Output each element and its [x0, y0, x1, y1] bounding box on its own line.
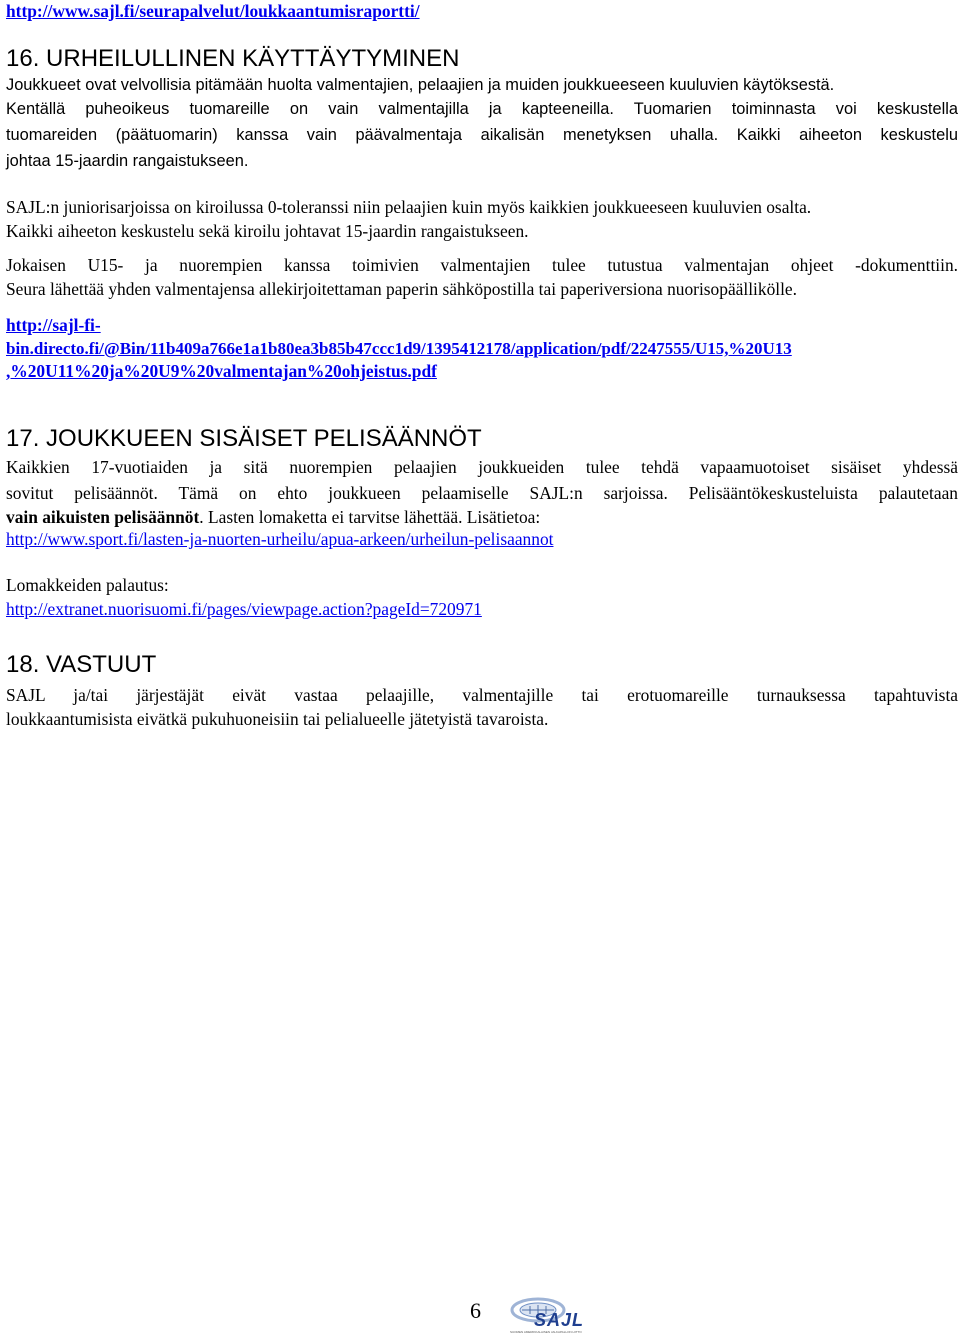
section-17-bold-text: vain aikuisten pelisäännöt: [6, 507, 200, 527]
section-16-heading: 16. URHEILULLINEN KÄYTTÄYTYMINEN: [6, 45, 460, 72]
coach-guide-link-line1[interactable]: http://sajl-fi-: [6, 315, 101, 335]
sajl-logo-text: SAJL: [534, 1310, 585, 1330]
section-16-p2-line1: SAJL:n juniorisarjoissa on kiroilussa 0-toleranssi niin pelaajien kuin myös kaikkien joukkueeseen kuuluvien osalta.: [6, 197, 812, 217]
section-18-line2: loukkaantumisista eivätkä pukuhuoneisiin tai pelialueelle jätetyistä tavaroista.: [6, 709, 549, 729]
top-link[interactable]: http://www.sajl.fi/seurapalvelut/loukkaantumisraportti/: [6, 1, 420, 21]
section-18-line1: SAJL ja/tai järjestäjät eivät vastaa pelaajille, valmentajille tai erotuomareille turnauksessa tapahtuvista: [6, 685, 958, 705]
section-16-p1-line4: johtaa 15-jaardin rangaistukseen.: [6, 152, 249, 170]
section-17-line3-rest: . Lasten lomaketta ei tarvitse lähettää. Lisätietoa:: [199, 507, 541, 527]
return-label: Lomakkeiden palautus:: [6, 575, 169, 595]
sajl-logo: [508, 1296, 584, 1336]
section-17-line1: Kaikkien 17-vuotiaiden ja sitä nuorempien pelaajien joukkueiden tulee tehdä vapaamuotoiset sisäiset yhdessä: [6, 457, 958, 477]
section-16-p3-line2: Seura lähettää yhden valmentajensa allekirjoitettaman paperin sähköpostilla tai paperiversiona nuorisopäällikölle.: [6, 279, 798, 299]
section-17-line2: sovitut pelisäännöt. Tämä on ehto joukkueen pelaamiselle SAJL:n sarjoissa. Pelisääntökeskusteluista palautetaan: [6, 483, 958, 503]
section-16-p1-line1: Joukkueet ovat velvollisia pitämään huolta valmentajien, pelaajien ja muiden joukkueeseen kuuluvien käytöksestä.: [6, 76, 835, 94]
section-17-heading: 17. JOUKKUEEN SISÄISET PELISÄÄNNÖT: [6, 425, 482, 452]
return-link[interactable]: http://extranet.nuorisuomi.fi/pages/viewpage.action?pageId=720971: [6, 599, 482, 619]
section-17-line3: [6, 506, 540, 528]
section-16-p2-line2: Kaikki aiheeton keskustelu sekä kiroilu johtavat 15-jaardin rangaistukseen.: [6, 221, 529, 241]
section-18-heading: 18. VASTUUT: [6, 651, 157, 678]
coach-guide-link-line3[interactable]: ,%20U11%20ja%20U9%20valmentajan%20ohjeistus.pdf: [6, 361, 437, 381]
pelisaannot-info-link[interactable]: http://www.sport.fi/lasten-ja-nuorten-urheilu/apua-arkeen/urheilun-pelisaannot: [6, 529, 554, 549]
section-16-p1-line3: tuomareiden (päätuomarin) kanssa vain päävalmentaja aikalisän menetyksen uhalla. Kaikki aiheeton keskustelu: [6, 126, 958, 144]
coach-guide-link-line2[interactable]: bin.directo.fi/@Bin/11b409a766e1a1b80ea3b85b47ccc1d9/1395412178/application/pdf/2247555/U15,%20U13: [6, 339, 792, 358]
section-16-p1-line2: Kentällä puheoikeus tuomareille on vain valmentajilla ja kapteeneilla. Tuomarien toiminnasta voi keskustella: [6, 100, 958, 118]
page-number: 6: [470, 1298, 481, 1323]
sajl-logo-subtext: SUOMEN AMERIKKALAISEN JALKAPALLON LIITTO: [510, 1330, 582, 1334]
section-16-p3-line1: Jokaisen U15- ja nuorempien kanssa toimivien valmentajien tulee tutustua valmentajan ohjeet -dokumenttiin.: [6, 255, 958, 275]
